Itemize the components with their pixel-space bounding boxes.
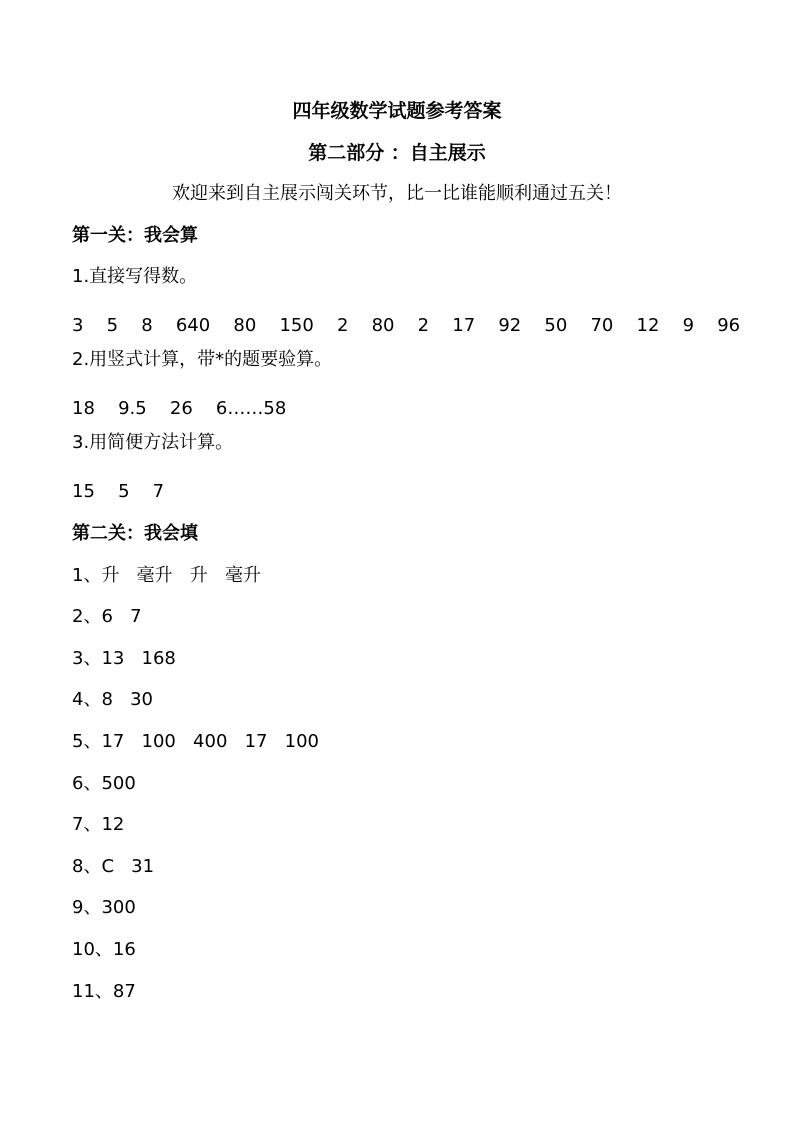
question-1-label: 1.直接写得数。 (72, 266, 198, 287)
question-1-answers: 3 5 8 640 80 150 2 80 2 17 92 50 70 12 9 96 (72, 315, 741, 336)
fill-answer-3: 3、13 168 (72, 648, 176, 669)
question-3-answers: 15 5 7 (72, 481, 165, 502)
document-title: 四年级数学试题参考答案 (292, 100, 502, 122)
document-subtitle: 第二部分 ：自主展示 (308, 142, 486, 164)
question-3-label: 3.用简便方法计算。 (72, 432, 234, 453)
fill-answer-4: 4、8 30 (72, 689, 153, 710)
fill-answer-9: 9、300 (72, 897, 136, 918)
fill-answer-1: 1、升 毫升 升 毫升 (72, 565, 261, 586)
question-2-answers: 18 9.5 26 6……58 (72, 398, 287, 419)
question-2-label: 2.用竖式计算，带*的题要验算。 (72, 349, 333, 370)
fill-answer-8: 8、C 31 (72, 856, 155, 877)
fill-answer-7: 7、12 (72, 814, 125, 835)
intro-text: 欢迎来到自主展示闯关环节，比一比谁能顺利通过五关！ (172, 183, 622, 204)
fill-answer-2: 2、6 7 (72, 606, 142, 627)
level-2-heading: 第二关：我会填 (72, 523, 198, 544)
fill-answer-11: 11、87 (72, 981, 136, 1002)
fill-answer-10: 10、16 (72, 939, 136, 960)
fill-answer-6: 6、500 (72, 773, 136, 794)
fill-answer-5: 5、17 100 400 17 100 (72, 731, 319, 752)
level-1-heading: 第一关：我会算 (72, 225, 198, 246)
